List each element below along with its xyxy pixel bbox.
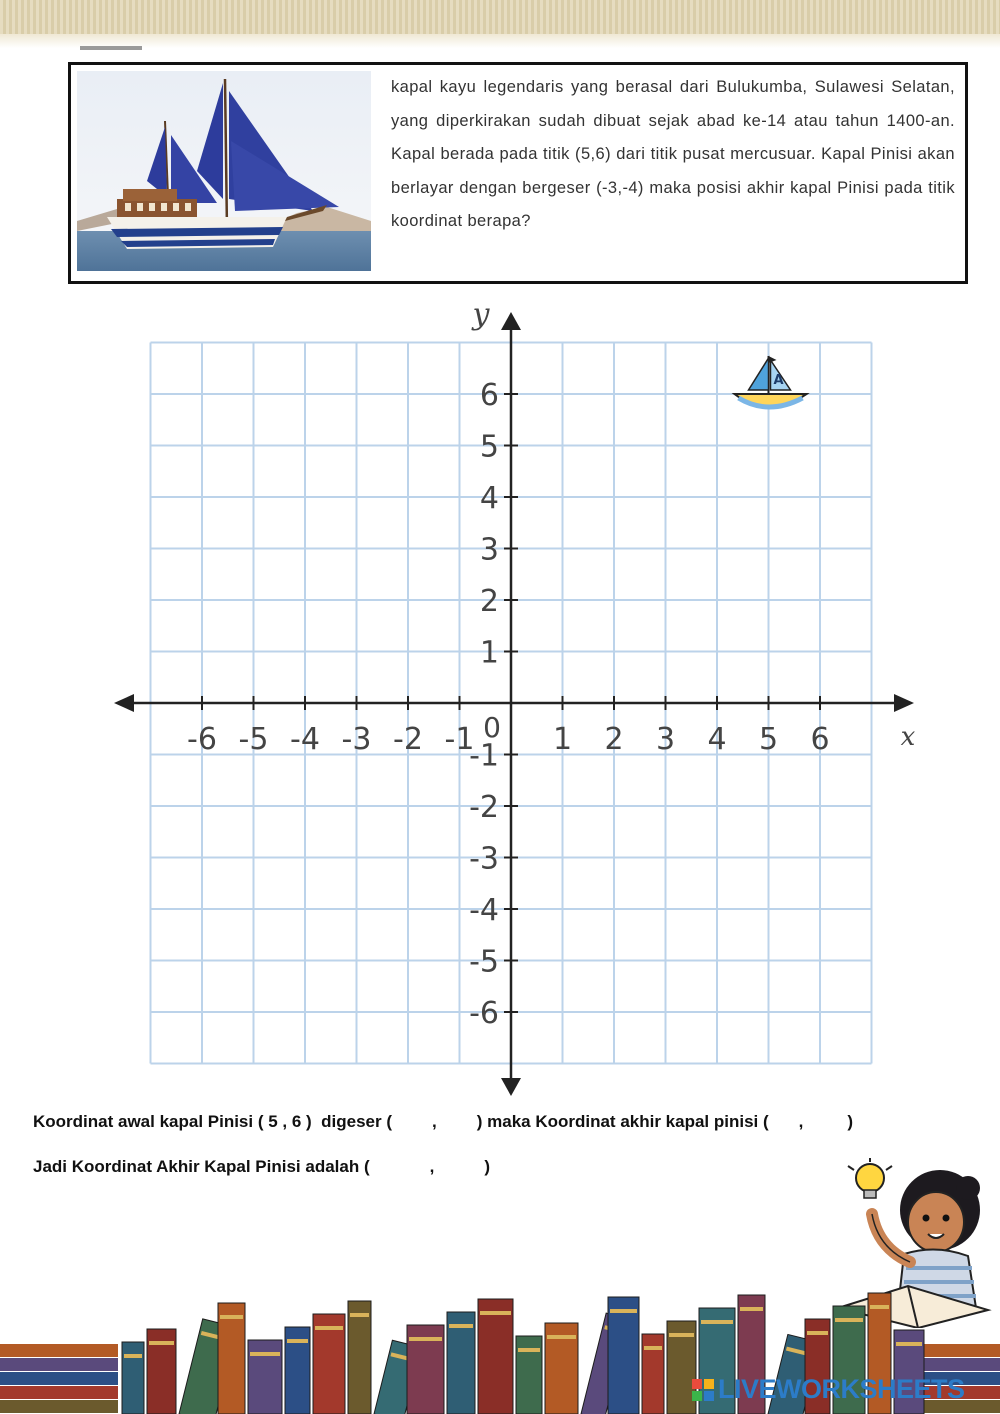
liveworksheets-brand: LIVEWORKSHEETS (718, 1374, 965, 1404)
book-spine (0, 1386, 118, 1399)
top-strip-fade (0, 34, 1000, 48)
book-spine-band (835, 1318, 863, 1322)
book-spine-band (547, 1335, 576, 1339)
final-prefix: Jadi Koordinat Akhir Kapal Pinisi adalah ( (33, 1157, 370, 1176)
y-axis-label: y (472, 297, 490, 332)
book-spine-band (518, 1348, 540, 1352)
point-label: A (773, 373, 784, 388)
problem-text: kapal kayu legendaris yang berasal dari Bulukumba, Sulawesi Selatan, yang diperkirakan sudah dibuat sejak abad ke-14 atau tahun 1400-an. Kapal berada pada titik (5,6) dari titik pusat mercusuar. Kapal Pinisi akan berlayar dengan bergeser (-3,-4) maka posisi akhir kapal Pinisi pada titik koordinat berapa? (391, 78, 955, 231)
book-spine-band (610, 1309, 637, 1313)
book-spine-band (896, 1342, 922, 1346)
book-spine (0, 1400, 118, 1413)
book-spine (218, 1303, 245, 1414)
book-spine-band (315, 1326, 343, 1330)
x-tick-label: -1 (444, 722, 475, 757)
end-separator: , (798, 1112, 804, 1131)
book-spine (478, 1299, 513, 1414)
pinisi-ship-photo (77, 71, 371, 271)
answer-line-1 (33, 1112, 983, 1132)
book-spine-band (149, 1341, 174, 1345)
book-spine-band (807, 1331, 828, 1335)
book-spine (0, 1344, 118, 1357)
book-spine (608, 1297, 639, 1414)
shift-separator: , (432, 1112, 437, 1131)
y-tick-label: -1 (469, 738, 499, 774)
book-spine (914, 1358, 1000, 1371)
x-tick-label: -2 (393, 722, 423, 757)
y-tick-label: -5 (469, 944, 499, 980)
y-tick-label: 5 (479, 429, 499, 465)
x-axis-right-arrow (894, 694, 914, 712)
y-tick-label: -2 (469, 790, 499, 825)
book-spine-band (644, 1346, 662, 1350)
book-spine (348, 1301, 371, 1414)
x-tick-label: -3 (341, 722, 372, 757)
answer-suffix: ) maka Koordinat akhir kapal pinisi ( (476, 1112, 769, 1131)
book-spine (0, 1372, 118, 1385)
y-tick-label: 2 (479, 584, 499, 619)
y-tick-label: -6 (469, 996, 499, 1031)
x-axis-label: x (900, 722, 916, 752)
book-spine (0, 1358, 118, 1371)
final-separator: , (429, 1157, 435, 1176)
book-spine-band (350, 1313, 369, 1317)
answer-prefix: Koordinat awal kapal Pinisi ( (33, 1112, 264, 1131)
x-tick-label: 1 (552, 722, 573, 757)
book-spine-band (287, 1339, 308, 1343)
book-spine-band (480, 1311, 511, 1315)
book-spine-band (250, 1352, 280, 1356)
x-tick-label: -5 (238, 722, 269, 757)
x-tick-label: -6 (187, 722, 217, 757)
book-spine (122, 1342, 144, 1414)
book-spine-band (740, 1307, 763, 1311)
y-axis-up-arrow (501, 312, 521, 330)
y-axis-down-arrow (501, 1078, 521, 1096)
liveworksheets-logo-icon (692, 1379, 714, 1401)
x-axis-left-arrow (114, 694, 134, 712)
dash-mark (80, 46, 142, 50)
book-spine (914, 1344, 1000, 1357)
answer-start-coordinate: 5 , 6 (263, 1112, 307, 1131)
final-close: ) (484, 1157, 491, 1176)
book-spine-band (449, 1324, 473, 1328)
origin-label: 0 (483, 711, 501, 744)
y-tick-label: 3 (479, 532, 499, 568)
book-spine (516, 1336, 542, 1414)
x-tick-label: 5 (758, 722, 779, 757)
book-spine-band (220, 1315, 243, 1319)
y-tick-label: -3 (469, 841, 499, 877)
answer-middle-text: ) digeser ( (306, 1112, 392, 1131)
top-decorative-strip (0, 0, 1000, 34)
y-tick-label: 6 (479, 378, 499, 413)
x-tick-label: 4 (707, 722, 727, 757)
answer-line-2 (33, 1157, 490, 1177)
y-tick-label: 4 (479, 481, 499, 516)
x-tick-label: -4 (290, 722, 320, 757)
coordinate-plane (100, 290, 930, 1100)
book-spine (248, 1340, 282, 1414)
x-tick-label: 6 (810, 722, 830, 757)
y-tick-label: 1 (479, 635, 499, 671)
answer-close: ) (847, 1112, 854, 1131)
problem-box (68, 62, 968, 284)
book-spine-band (409, 1337, 442, 1341)
book-spine-band (669, 1333, 694, 1337)
book-spine-band (870, 1305, 889, 1309)
book-spine-band (701, 1320, 733, 1324)
book-spine-band (124, 1354, 142, 1358)
y-tick-label: -4 (469, 893, 499, 928)
boat-icon (735, 356, 807, 407)
x-tick-label: 2 (604, 722, 624, 757)
x-tick-label: 3 (655, 722, 676, 757)
